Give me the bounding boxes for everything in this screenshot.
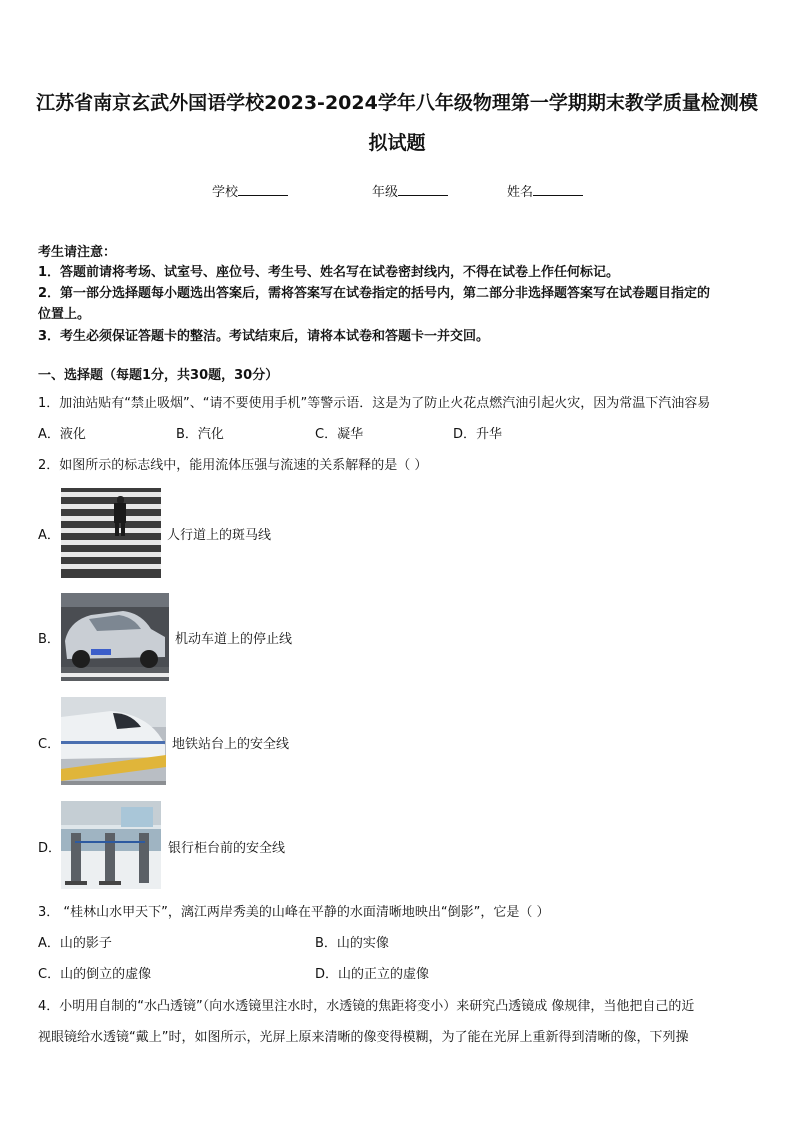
name-label: 姓名	[507, 185, 534, 200]
page-title: 江苏省南京玄武外国语学校2023-2024学年八年级物理第一学期期末教学质量检测模	[36, 92, 758, 114]
grade-label: 年级	[372, 185, 399, 200]
question-2-option-d-text: 银行柜台前的安全线	[168, 841, 286, 856]
question-2-option-c-text: 地铁站台上的安全线	[172, 737, 290, 752]
car-illustration	[61, 593, 169, 681]
question-2-option-a-letter[interactable]: A．	[38, 528, 60, 543]
question-3-option-c[interactable]: C．山的倒立的虚像	[38, 967, 152, 982]
notice-item-2: 2．第一部分选择题每小题选出答案后，需将答案写在试卷指定的括号内，第二部分非选择题答案写在试卷题目指定的	[38, 286, 711, 301]
page-title-continued: 拟试题	[368, 132, 426, 154]
school-label: 学校	[212, 185, 239, 200]
stop-line-car-image	[61, 593, 169, 681]
question-1-option-b[interactable]: B．汽化	[176, 427, 224, 442]
question-1-option-c[interactable]: C．凝华	[315, 427, 364, 442]
question-1-stem: 1．加油站贴有“禁止吸烟”、“请不要使用手机”等警示语．这是为了防止火花点燃汽油引起火灾，因为常温下汽油容易	[38, 396, 711, 411]
notice-heading: 考生请注意：	[38, 245, 117, 260]
question-2-stem: 2．如图所示的标志线中，能用流体压强与流速的关系解释的是（ ）	[38, 458, 428, 473]
school-blank[interactable]	[238, 183, 288, 196]
question-4-stem-continued: 视眼镜给水透镜“戴上”时，如图所示，光屏上原来清晰的像变得模糊，为了能在光屏上重新得到清晰的像，下列操	[38, 1030, 689, 1045]
notice-item-1: 1．答题前请将考场、试室号、座位号、考生号、姓名写在试卷密封线内，不得在试卷上作任何标记。	[38, 265, 620, 280]
train-illustration	[61, 697, 166, 785]
bank-counter-illustration	[61, 801, 161, 889]
name-field[interactable]	[507, 181, 583, 200]
question-2-option-a-text: 人行道上的斑马线	[167, 528, 272, 543]
question-2-option-d-letter[interactable]: D．	[38, 841, 62, 856]
notice-item-2-continued: 位置上。	[38, 307, 91, 322]
question-1-option-a[interactable]: A．液化	[38, 427, 86, 442]
zebra-crossing-illustration	[61, 488, 161, 578]
subway-platform-image	[61, 697, 166, 785]
question-2-option-c-letter[interactable]: C．	[38, 737, 61, 752]
question-3-stem: 3． “桂林山水甲天下”，漓江两岸秀美的山峰在平静的水面清晰地映出“倒影”，它是（ ）	[38, 905, 550, 920]
question-3-option-b[interactable]: B．山的实像	[315, 936, 389, 951]
grade-field[interactable]	[372, 181, 448, 200]
question-4-stem: 4．小明用自制的“水凸透镜”（向水透镜里注水时，水透镜的焦距将变小）来研究凸透镜成 像规律，当他把自己的近	[38, 999, 695, 1014]
grade-blank[interactable]	[398, 183, 448, 196]
section-heading: 一、选择题（每题1分，共30题，30分）	[38, 368, 279, 383]
name-blank[interactable]	[533, 183, 583, 196]
notice-item-3: 3．考生必须保证答题卡的整洁。考试结束后，请将本试卷和答题卡一并交回。	[38, 329, 490, 344]
zebra-crossing-image	[61, 488, 161, 578]
question-3-option-a[interactable]: A．山的影子	[38, 936, 112, 951]
question-2-option-b-text: 机动车道上的停止线	[175, 632, 293, 647]
bank-counter-image	[61, 801, 161, 889]
question-2-option-b-letter[interactable]: B．	[38, 632, 60, 647]
school-field[interactable]	[212, 181, 288, 200]
question-1-option-d[interactable]: D．升华	[453, 427, 503, 442]
question-3-option-d[interactable]: D．山的正立的虚像	[315, 967, 430, 982]
